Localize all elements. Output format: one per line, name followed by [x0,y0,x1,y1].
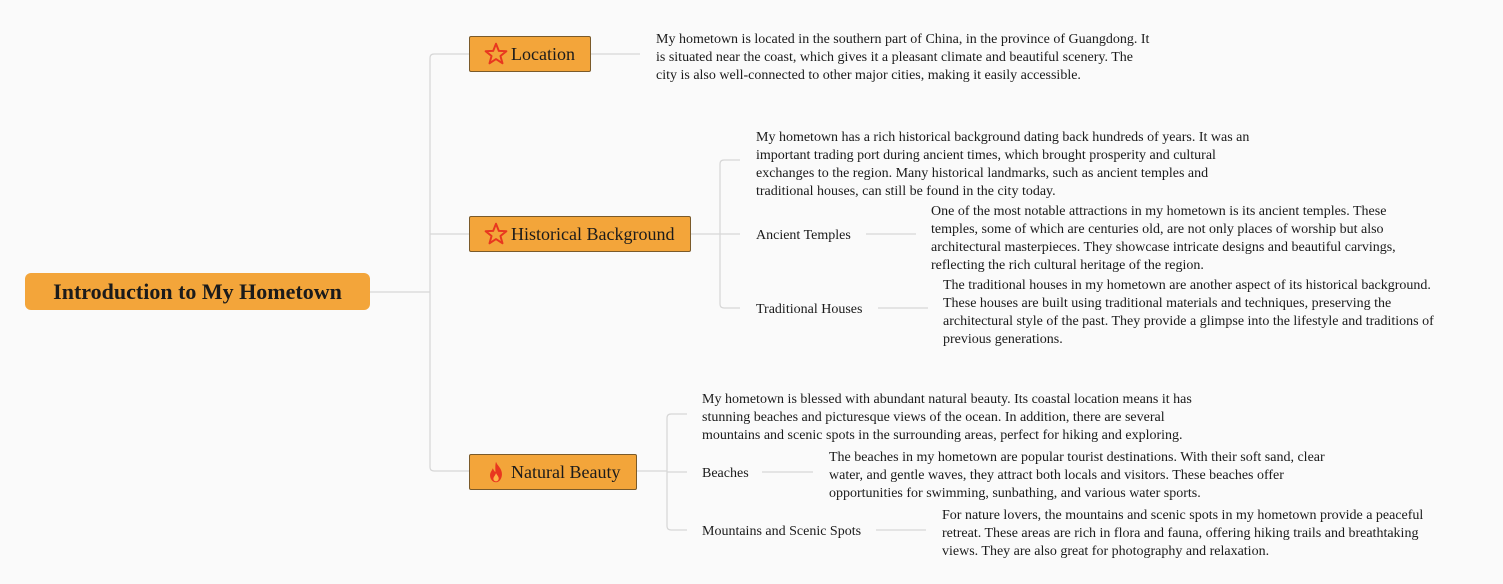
root-topic[interactable]: Introduction to My Hometown [25,273,370,310]
ancient-temples-description: One of the most notable attractions in my hometown is its ancient temples. These temples, some of which are centuries old, are not only places of worship but also architectural masterpieces. They showcase intricate designs and beautiful carvings, reflecting the rich cultural heritage of the region. [931,204,1396,273]
topic-location-label: Location [511,43,575,64]
location-description: My hometown is located in the southern part of China, in the province of Guangdong. It is situated near the coast, which gives it a pleasant climate and beautiful scenery. The city is also well-connected to other major cities, making it easily accessible. [656,32,1150,83]
topic-natural-beauty[interactable] [469,454,637,490]
history-description: My hometown has a rich historical background dating back hundreds of years. It was an important trading port during ancient times, which brought prosperity and cultural exchanges to the region. Many historical landmarks, such as ancient temples and traditional houses, can still be found in the city today. [756,130,1250,199]
subtopic-mountains-scenic-spots[interactable]: Mountains and Scenic Spots [702,524,862,539]
star-icon [483,41,509,67]
connector-root-nature [430,288,470,471]
topic-location[interactable] [469,36,591,72]
topic-historical-background[interactable] [469,216,691,252]
subtopic-traditional-houses[interactable]: Traditional Houses [756,302,863,317]
star-icon [483,221,509,247]
natural-beauty-description: My hometown is blessed with abundant natural beauty. Its coastal location means it has stunning beaches and picturesque views of the ocean. In addition, there are several mountains and scenic spots in the surrounding areas, perfect for hiking and exploring. [702,392,1192,443]
traditional-houses-description: The traditional houses in my hometown are another aspect of its historical background. These houses are built using traditional materials and techniques, preserving the architectural style of the past. They provide a glimpse into the lifestyle and traditions of previous generations. [943,278,1434,347]
subtopic-beaches[interactable]: Beaches [702,466,749,481]
topic-historical-background-label: Historical Background [511,223,675,244]
subtopic-ancient-temples[interactable]: Ancient Temples [756,228,851,243]
connector-root-location [430,54,470,288]
beaches-description: The beaches in my hometown are popular tourist destinations. With their soft sand, clear water, and gentle waves, they attract both locals and visitors. These beaches offer opportunities for swimming, sunbathing, and various water sports. [829,450,1325,501]
mountains-description: For nature lovers, the mountains and scenic spots in my hometown provide a peaceful retreat. These areas are rich in flora and fauna, offering hiking trails and breathtaking views. They are also great for photography and relaxation. [942,508,1424,559]
topic-natural-beauty-label: Natural Beauty [511,461,621,482]
fire-icon [483,459,509,485]
